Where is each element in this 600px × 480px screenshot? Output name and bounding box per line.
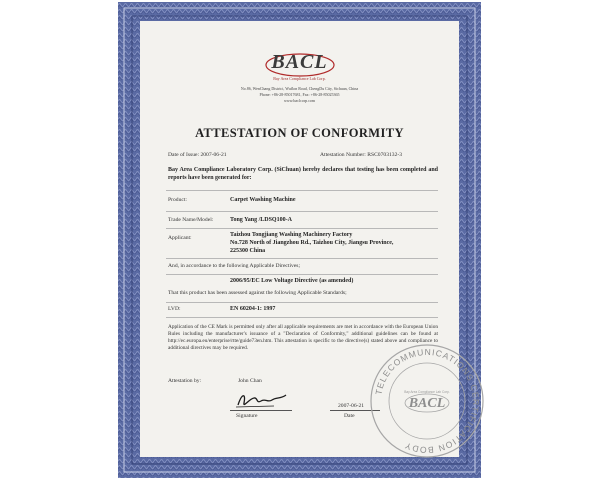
attestation-date: 2007-06-21	[338, 403, 365, 409]
divider	[166, 190, 438, 191]
directive-value: 2006/95/EC Low Voltage Directive (as amended)	[230, 278, 354, 284]
stamp-center-text: BACL	[408, 396, 446, 411]
header-website: www.baclcorp.com	[283, 98, 316, 103]
applicant-line-1: Taizhou Tongjiang Washing Machinery Factory	[230, 232, 353, 238]
header-address: No.86, WenChang District, Wuflon Road, ChengDu City, Sichuan, China	[240, 86, 359, 91]
issue-date: Date of Issue: 2007-06-21	[168, 152, 227, 158]
attestation-by-label: Attestation by:	[168, 378, 202, 384]
stamp-ring-text: TELECOMMUNICATIONS CERTIFICATION BODY	[373, 346, 482, 456]
model-value: Tong Yang /LDSQ100-A	[230, 217, 292, 223]
header-phone: Phone: +86-28-85017681, Fax: +86-28-85025365	[259, 92, 340, 97]
product-value: Carpet Washing Machine	[230, 197, 296, 203]
attestation-number: Attestation Number: RSC0703132-3	[320, 152, 403, 158]
directives-intro: And, in accordance to the following Applicable Directives;	[168, 263, 301, 269]
model-label: Trade Name/Model:	[168, 217, 214, 223]
certificate-title: ATTESTATION OF CONFORMITY	[195, 126, 404, 140]
logo-subtitle: Bay Area Compliance Lab Corp.	[273, 76, 326, 81]
divider	[166, 228, 438, 229]
divider	[166, 211, 438, 212]
certification-stamp	[367, 341, 487, 461]
divider	[166, 258, 438, 259]
handwritten-signature	[234, 389, 290, 411]
applicant-line-3: 225300 China	[230, 248, 266, 254]
logo-text: BACL	[271, 51, 328, 73]
standards-intro: That this product has been assessed against the following Applicable Standards;	[168, 290, 347, 296]
divider	[166, 302, 438, 303]
stamp-center-subtitle: Bay Area Compliance Lab Corp.	[404, 390, 450, 394]
signature-line	[230, 410, 292, 411]
certificate-paper	[140, 21, 482, 457]
ce-mark-text: Application of the CE Mark is permitted only after all applicable requirements are met in accordance with the European Union Rules including the manufacturer's issuance of a "Declaration of Conformity," additional guidelines can be found at http://ec.europa.eu/enterprise/rtte/guide73en.htm. This attestation is specific to the directive(s) stated above and compliance to additional directives may be required.	[168, 324, 438, 351]
product-label: Product:	[168, 197, 187, 203]
applicant-label: Applicant:	[168, 235, 192, 241]
date-label: Date	[344, 413, 355, 419]
lvd-value: EN 60204-1: 1997	[230, 306, 276, 312]
applicant-line-2: No.728 North of Jiangzhou Rd., Taizhou City, Jiangsu Province,	[230, 240, 394, 246]
divider	[166, 274, 438, 275]
lvd-label: LVD:	[168, 306, 181, 312]
attestation-name: John Chan	[238, 378, 262, 384]
divider	[166, 317, 438, 318]
signature-label: Signature	[236, 413, 258, 419]
declaration-text: Bay Area Compliance Laboratory Corp. (SiChuan) hereby declares that testing has been completed and reports have been generated for:	[168, 167, 438, 181]
